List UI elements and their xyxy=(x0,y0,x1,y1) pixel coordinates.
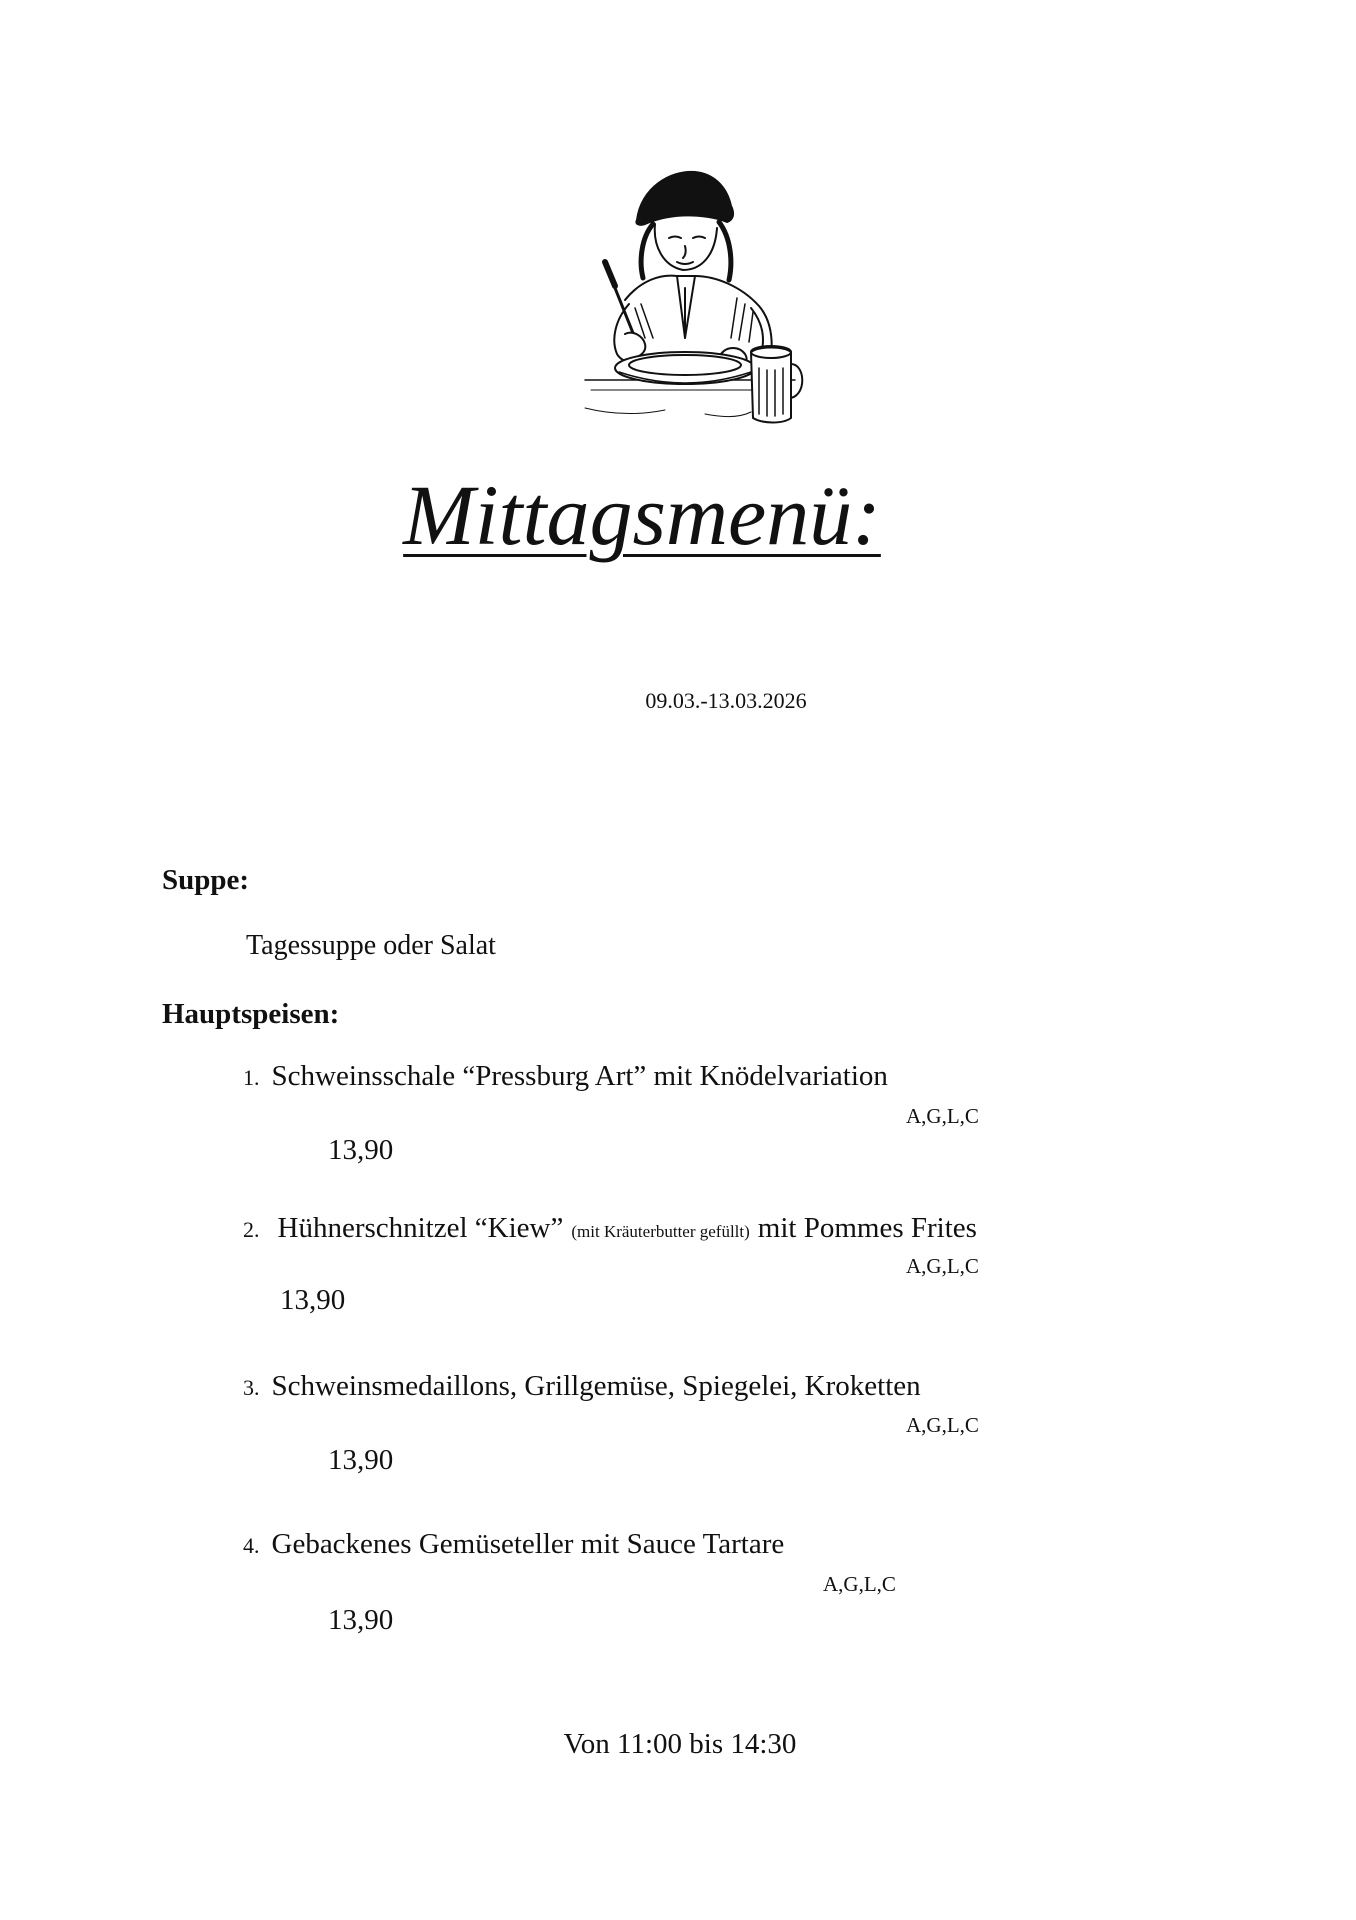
item-name: Gebackenes Gemüseteller mit Sauce Tartare xyxy=(271,1528,785,1560)
item-number: 1. xyxy=(243,1065,260,1090)
item-allergens: A,G,L,C xyxy=(823,1572,896,1596)
item-name-suffix: mit Pommes Frites xyxy=(757,1212,977,1244)
item-allergens: A,G,L,C xyxy=(906,1254,979,1278)
item-number: 2. xyxy=(243,1217,260,1242)
menu-item xyxy=(243,1212,977,1245)
item-number: 3. xyxy=(243,1375,260,1400)
item-number: 4. xyxy=(243,1533,260,1558)
serving-hours: Von 11:00 bis 14:30 xyxy=(563,1728,797,1760)
item-price: 13,90 xyxy=(328,1444,394,1476)
menu-item xyxy=(243,1528,784,1561)
item-price: 13,90 xyxy=(280,1284,346,1316)
item-allergens: A,G,L,C xyxy=(906,1104,979,1128)
menu-item xyxy=(243,1060,888,1093)
item-name: Schweinsmedaillons, Grillgemüse, Spiegelei, Kroketten xyxy=(271,1370,921,1402)
date-range: 09.03.-13.03.2026 xyxy=(645,688,807,713)
item-allergens: A,G,L,C xyxy=(906,1413,979,1437)
item-name: Schweinsschale “Pressburg Art” mit Knödelvariation xyxy=(271,1060,888,1092)
soup-text: Tagessuppe oder Salat xyxy=(246,930,496,961)
soup-heading: Suppe: xyxy=(162,864,250,896)
item-name: Hühnerschnitzel “Kiew” xyxy=(277,1212,564,1244)
diner-illustration xyxy=(545,158,825,438)
mains-heading: Hauptspeisen: xyxy=(162,998,340,1030)
menu-item xyxy=(243,1370,921,1403)
item-price: 13,90 xyxy=(328,1604,394,1636)
item-price: 13,90 xyxy=(328,1134,394,1166)
menu-title: Mittagsmenü: xyxy=(403,467,881,563)
item-note: (mit Kräuterbutter gefüllt) xyxy=(571,1222,750,1241)
